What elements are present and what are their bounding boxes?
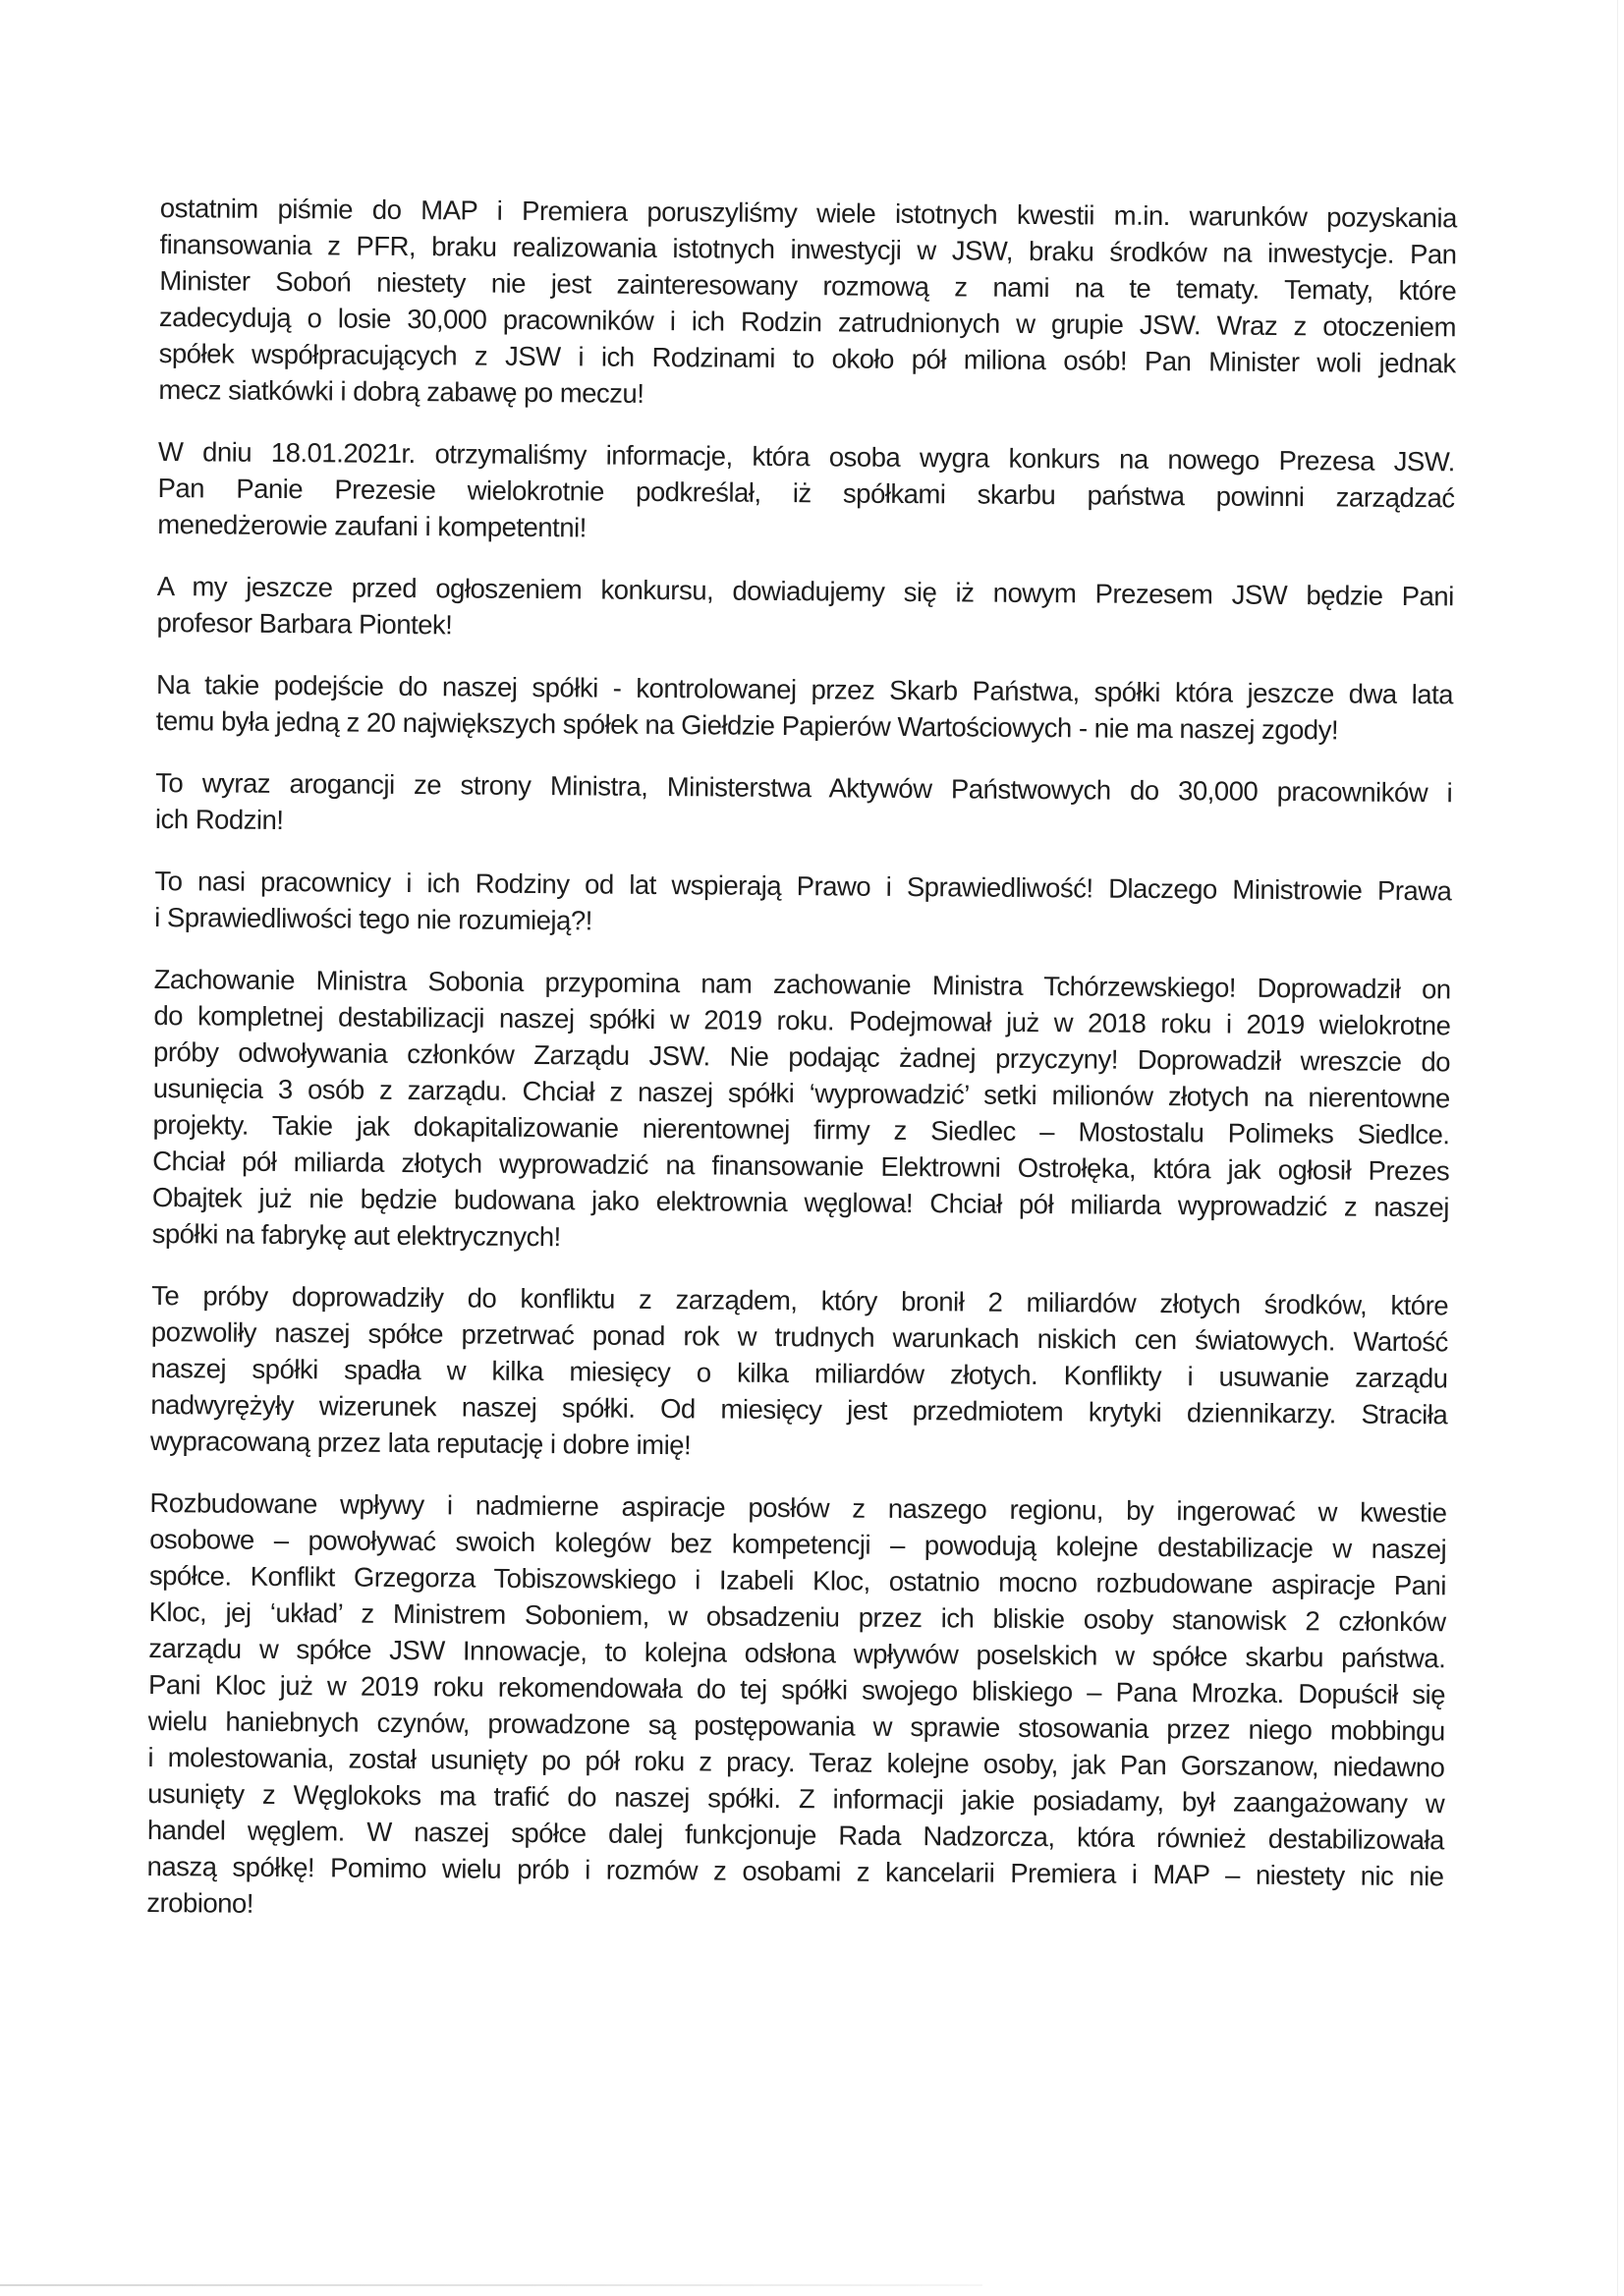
text-line: wielu haniebnych czynów, prowadzone są postępowania w sprawie stosowania przez niego mobbingu [147, 1705, 1445, 1747]
text-line: spółki na fabrykę aut elektrycznych! [151, 1217, 561, 1253]
text-line: pozwoliły naszej spółce przetrwać ponad rok w trudnych warunkach niskich cen światowych. Wartość [150, 1316, 1448, 1358]
text-line: i Sprawiedliwości tego nie rozumieją?! [154, 901, 592, 936]
text-line: Obajtek już nie będzie budowana jako elektrownia węglowa! Chciał pół miliarda wyprowadzić z naszej [151, 1181, 1450, 1223]
paragraph [154, 863, 1452, 945]
text-line: finansowania z PFR, braku realizowania istotnych inwestycji w JSW, braku środków na inwestycje. Pan [159, 228, 1457, 270]
text-line: Kloc, jej ‘układ’ z Ministrem Soboniem, w obsadzeniu przez ich bliskie osoby stanowisk 2 członków [148, 1596, 1446, 1638]
text-line: Zachowanie Ministra Sobonia przypomina nam zachowanie Ministra Tchórzewskiego! Doprowadził on [153, 963, 1451, 1005]
text-line: naszą spółkę! Pomimo wielu prób i rozmów z osobami z kancelarii Premiera i MAP – niestety nic nie [146, 1850, 1444, 1892]
text-line: temu była jedną z 20 największych spółek na Giełdzie Papierów Wartościowych - nie ma naszej zgody! [155, 704, 1339, 746]
text-line: Chciał pół miliarda złotych wyprowadzić na finansowanie Elektrowni Ostrołęka, która jak ogłosił Prezes [152, 1145, 1450, 1187]
text-line: wypracowaną przez lata reputację i dobre imię! [149, 1425, 692, 1461]
text-line: menedżerowie zaufani i kompetentni! [157, 508, 587, 543]
paragraph [156, 666, 1454, 749]
text-line: naszej spółki spadła w kilka miesięcy o kilka miliardów złotych. Konflikty i usuwanie zarządu [150, 1352, 1448, 1394]
text-line: usunięty z Węglokoks ma trafić do naszej spółki. Z informacji jakie posiadamy, był zaangażowany w [147, 1777, 1445, 1820]
paragraph [157, 433, 1455, 552]
text-line: zrobiono! [146, 1886, 254, 1919]
text-line: i molestowania, został usunięty po pół roku z pracy. Teraz kolejne osoby, jak Pan Gorszanow, niedawno [147, 1741, 1445, 1783]
paragraph [152, 961, 1451, 1261]
text-line: Pan Panie Prezesie wielokrotnie podkreślał, iż spółkami skarbu państwa powinni zarządzać [157, 472, 1455, 514]
paragraph [150, 1277, 1448, 1469]
text-line: spółek współpracujących z JSW i ich Rodzinami to około pół miliona osób! Pan Minister woli jednak [158, 337, 1456, 379]
text-line: mecz siatkówki i dobrą zabawę po meczu! [158, 373, 644, 409]
letter-body [146, 190, 1457, 1956]
text-line: Na takie podejście do naszej spółki - kontrolowanej przez Skarb Państwa, spółki która jeszcze dwa lata [155, 668, 1454, 710]
text-line: Minister Soboń niestety nie jest zainteresowany rozmową z nami na te tematy. Tematy, które [159, 264, 1457, 307]
text-line: ich Rodzin! [154, 803, 284, 836]
text-line: usunięcia 3 osób z zarządu. Chciał z naszej spółki ‘wyprowadzić’ setki milionów złotych na nierentowne [152, 1072, 1450, 1114]
text-line: Rozbudowane wpływy i nadmierne aspiracje posłów z naszego regionu, by ingerować w kwestie [149, 1486, 1447, 1529]
text-line: nadwyrężyły wizerunek naszej spółki. Od miesięcy jest przedmiotem krytyki dziennikarzy. Straciła [150, 1388, 1448, 1430]
text-line: handel węglem. W naszej spółce dalej funkcjonuje Rada Nadzorcza, która również destabilizowała [146, 1814, 1444, 1856]
text-line: projekty. Takie jak dokapitalizowanie nierentownej firmy z Siedlec – Mostostalu Polimeks Siedlce. [152, 1108, 1450, 1150]
text-line: Pani Kloc już w 2019 roku rekomendowała do tej spółki swojego bliskiego – Pana Mrozka. Dopuścił się [147, 1668, 1446, 1710]
text-line: W dniu 18.01.2021r. otrzymaliśmy informacje, która osoba wygra konkurs na nowego Prezesa JSW. [157, 435, 1455, 477]
text-line: do kompletnej destabilizacji naszej spółki w 2019 roku. Podejmował już w 2018 roku i 2019 wielokrotne [153, 999, 1451, 1041]
scan-shadow [0, 2284, 982, 2286]
text-line: profesor Barbara Piontek! [156, 606, 453, 641]
text-line: To nasi pracownicy i ich Rodziny od lat wspierają Prawo i Sprawiedliwość! Dlaczego Ministrowie Prawa [154, 865, 1452, 907]
text-line: A my jeszcze przed ogłoszeniem konkursu, dowiadujemy się iż nowym Prezesem JSW będzie Pani [156, 570, 1454, 612]
text-line: spółce. Konflikt Grzegorza Tobiszowskiego i Izabeli Kloc, ostatnio mocno rozbudowane aspiracje Pani [148, 1559, 1447, 1601]
text-line: To wyraz arogancji ze strony Ministra, Ministerstwa Aktywów Państwowych do 30,000 pracowników i [155, 766, 1453, 809]
paragraph [146, 1484, 1446, 1931]
text-line: osobowe – powoływać swoich kolegów bez kompetencji – powodują kolejne destabilizacje w naszej [149, 1523, 1447, 1565]
text-line: Te próby doprowadziły do konfliktu z zarządem, który bronił 2 miliardów złotych środków, które [151, 1279, 1449, 1321]
scan-edge [1617, 0, 1618, 2296]
paragraph [155, 764, 1453, 847]
paragraph [156, 568, 1454, 650]
text-line: ostatnim piśmie do MAP i Premiera poruszyliśmy wiele istotnych kwestii m.in. warunków pozyskania [159, 192, 1457, 234]
text-line: zarządu w spółce JSW Innowacje, to kolejna odsłona wpływów poselskich w spółce skarbu państwa. [148, 1632, 1446, 1674]
paragraph [158, 190, 1457, 418]
text-line: zadecydują o losie 30,000 pracowników i ich Rodzin zatrudnionych w grupie JSW. Wraz z otoczeniem [158, 301, 1457, 343]
text-line: próby odwoływania członków Zarządu JSW. Nie podając żadnej przyczyny! Doprowadził wreszcie do [152, 1036, 1451, 1078]
